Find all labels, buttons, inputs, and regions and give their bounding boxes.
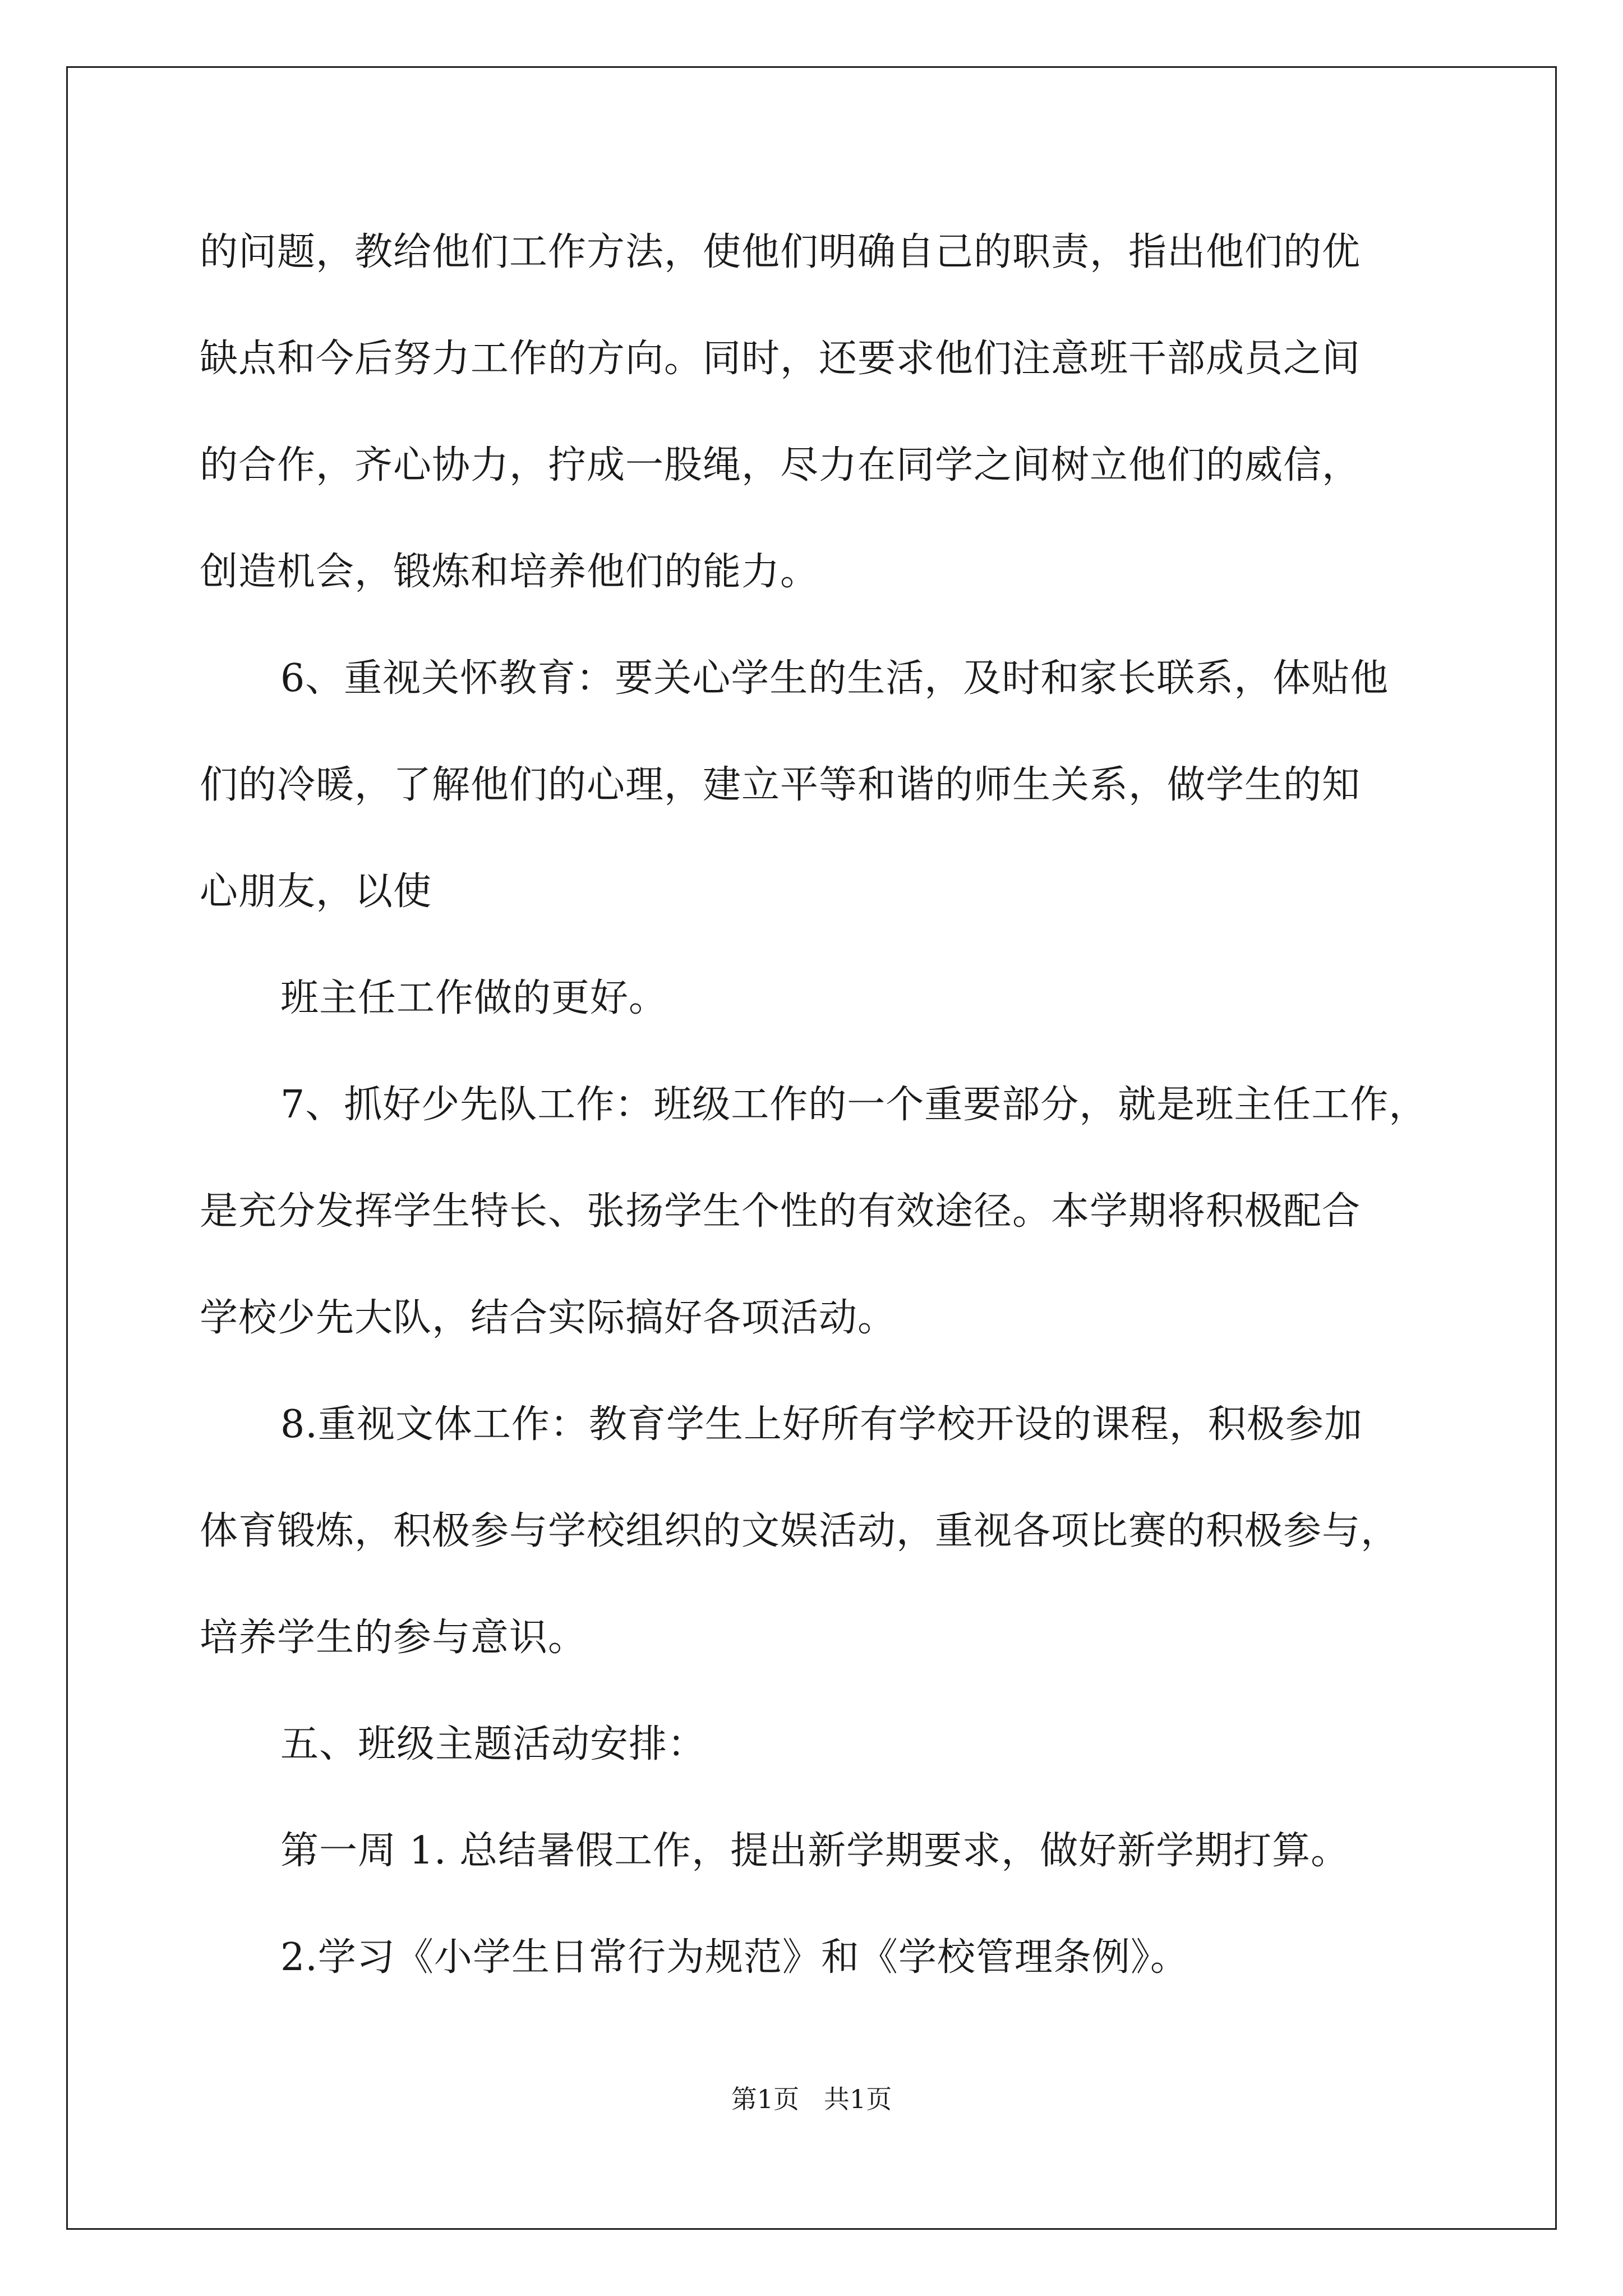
- paragraph-line: 培养学生的参与意识。: [200, 1616, 587, 1660]
- paragraph-line: 心朋友，以使: [200, 869, 432, 914]
- paragraph-line: 体育锻炼，积极参与学校组织的文娱活动，重视各项比赛的积极参与，: [200, 1509, 1400, 1553]
- paragraph-line: 7、抓好少先队工作：班级工作的一个重要部分，就是班主任工作，: [280, 1083, 1428, 1127]
- paragraph-line: 2.学习《小学生日常行为规范》和《学校管理条例》。: [280, 1935, 1189, 1980]
- paragraph-line: 8.重视文体工作：教育学生上好所有学校开设的课程，积极参加: [280, 1402, 1363, 1447]
- paragraph-line: 缺点和今后努力工作的方向。同时，还要求他们注意班干部成员之间: [200, 337, 1361, 381]
- section-heading: 五、班级主题活动安排：: [280, 1722, 707, 1766]
- paragraph-line: 6、重视关怀教育：要关心学生的生活，及时和家长联系，体贴他: [280, 656, 1389, 701]
- paragraph-line: 们的冷暖，了解他们的心理，建立平等和谐的师生关系，做学生的知: [200, 763, 1361, 807]
- page-border: [66, 66, 1557, 2230]
- paragraph-line: 创造机会，锻炼和培养他们的能力。: [200, 550, 819, 594]
- page-number-footer: 第1页 共1页: [731, 2084, 892, 2114]
- paragraph-line: 的问题，教给他们工作方法，使他们明确自己的职责，指出他们的优: [200, 230, 1361, 274]
- paragraph-line: 学校少先大队，结合实际搞好各项活动。: [200, 1296, 897, 1340]
- paragraph-line: 是充分发挥学生特长、张扬学生个性的有效途径。本学期将积极配合: [200, 1189, 1361, 1234]
- paragraph-line: 班主任工作做的更好。: [280, 976, 668, 1020]
- paragraph-line: 的合作，齐心协力，拧成一股绳，尽力在同学之间树立他们的威信，: [200, 443, 1361, 487]
- paragraph-line: 第一周 1. 总结暑假工作，提出新学期要求，做好新学期打算。: [280, 1829, 1350, 1873]
